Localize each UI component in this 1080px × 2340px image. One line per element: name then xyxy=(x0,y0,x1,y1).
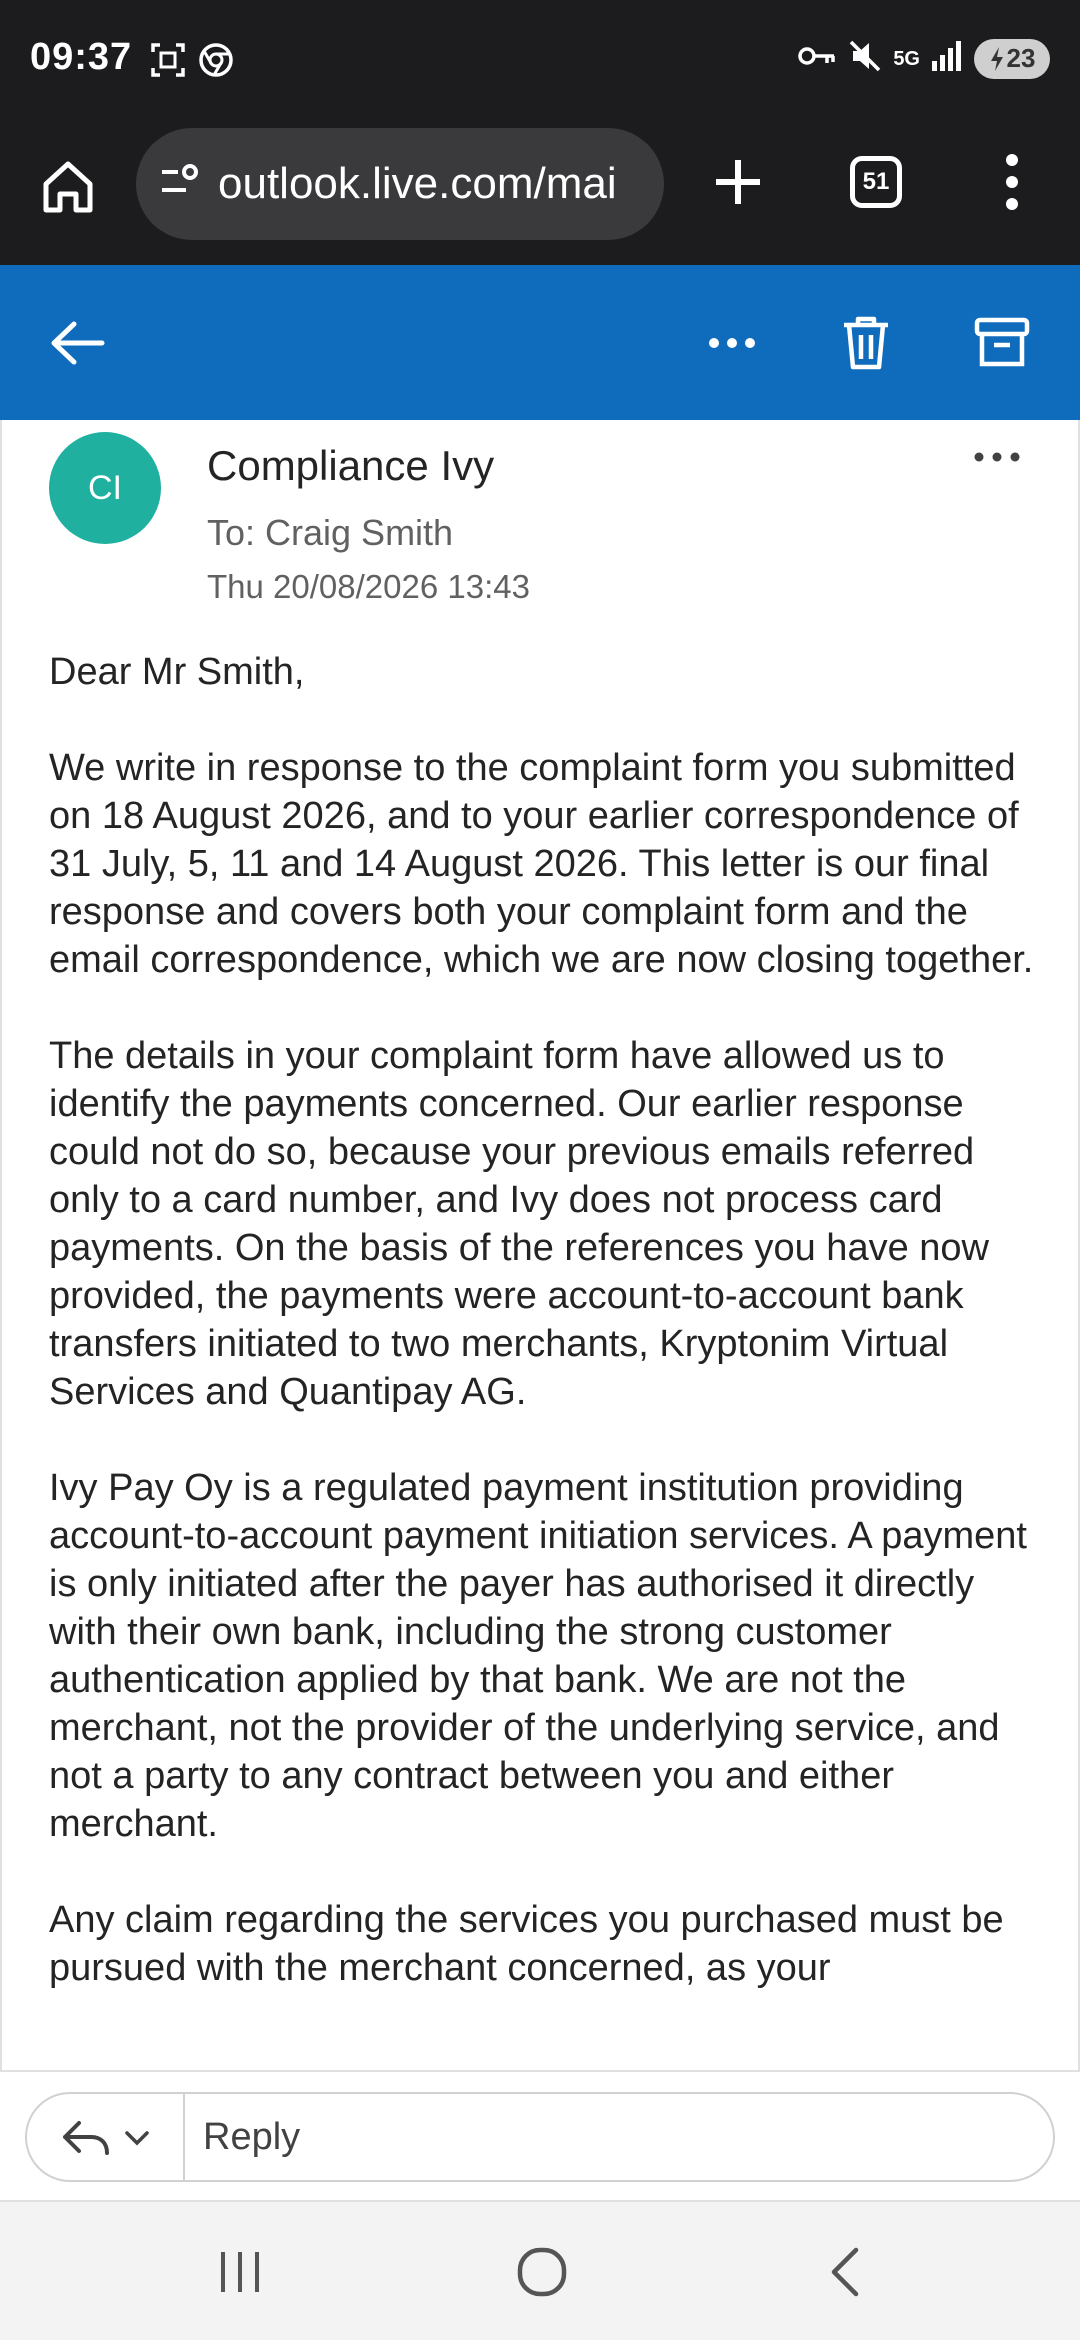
back-nav-button[interactable] xyxy=(806,2232,886,2312)
body-paragraph: We write in response to the complaint form you submitted on 18 August 2026, and to your earlier correspondence of 31 July, 5, 11 and 14 August 2026. This letter is our final response and covers both your complaint form and the email correspondence, which we are now closing together. xyxy=(49,747,1034,981)
key-icon xyxy=(797,41,837,76)
back-button[interactable] xyxy=(38,303,118,383)
url-text: outlook.live.com/mai xyxy=(218,159,617,208)
message-more-button[interactable] xyxy=(972,450,1032,490)
body-paragraph: The details in your complaint form have allowed us to identify the payments concerned. Our earlier response could not do so, because your previous emails referred only to a card number, and Ivy does not process card payments. On the basis of the references you have now provided, the payments were account-to-account bank transfers initiated to two merchants, Kryptonim Virtual Services and Quantipay AG. xyxy=(49,1035,989,1413)
screenshot-icon xyxy=(150,42,186,83)
sender-name[interactable]: Compliance Ivy xyxy=(207,442,495,489)
chrome-icon xyxy=(198,42,234,83)
mail-header xyxy=(0,265,1080,420)
system-nav-bar xyxy=(0,2202,1080,2340)
new-tab-button[interactable] xyxy=(706,150,770,214)
email-reading-pane xyxy=(0,420,1080,2070)
message-body xyxy=(49,648,1049,2040)
browser-toolbar xyxy=(0,120,1080,265)
more-horizontal-icon xyxy=(972,450,1022,464)
archive-icon xyxy=(972,315,1032,371)
body-paragraph: Ivy Pay Oy is a regulated payment institution providing account-to-account payment initiation services. A payment is only initiated after the payer has authorised it directly with their own bank, including the strong customer authentication applied by that bank. We are not the merchant, not the provider of the underlying service, and not a party to any contract between you and either merchant. xyxy=(49,1467,1027,1845)
recent-apps-icon xyxy=(215,2249,265,2295)
reply-bar xyxy=(0,2070,1080,2202)
network-type-label: 5G xyxy=(893,47,920,70)
browser-menu-button[interactable] xyxy=(990,150,1034,214)
tab-switcher-button[interactable]: 51 xyxy=(850,156,902,208)
status-time: 09:37 xyxy=(30,36,133,78)
site-settings-icon[interactable] xyxy=(158,160,202,209)
more-horizontal-icon xyxy=(707,336,757,350)
more-vertical-icon xyxy=(990,150,1034,214)
body-paragraph: Any claim regarding the services you purchased must be pursued with the merchant concerned, as your xyxy=(49,1899,1004,1989)
chevron-down-icon xyxy=(123,2127,151,2147)
body-paragraph: Dear Mr Smith, xyxy=(49,651,305,693)
mute-icon xyxy=(847,38,883,79)
reply-composer xyxy=(25,2092,1055,2182)
recipient-line: To: Craig Smith xyxy=(207,512,454,553)
back-arrow-icon xyxy=(48,318,108,368)
avatar[interactable]: CI xyxy=(49,432,161,544)
home-circle-icon xyxy=(516,2246,568,2298)
signal-icon xyxy=(930,39,964,78)
plus-icon xyxy=(706,150,770,214)
email-date: Thu 20/08/2026 13:43 xyxy=(207,568,530,605)
back-chevron-icon xyxy=(826,2246,866,2298)
more-actions-button[interactable] xyxy=(692,303,772,383)
archive-button[interactable] xyxy=(962,303,1042,383)
home-button[interactable] xyxy=(38,156,98,216)
battery-level: 23 xyxy=(1006,43,1036,73)
home-nav-button[interactable] xyxy=(502,2232,582,2312)
reply-input[interactable] xyxy=(185,2094,1053,2180)
reply-arrow-icon xyxy=(59,2117,113,2157)
reply-options-button[interactable] xyxy=(27,2094,185,2180)
charging-icon xyxy=(989,46,1005,72)
status-bar xyxy=(0,0,1080,120)
home-icon xyxy=(38,156,98,216)
trash-icon xyxy=(838,313,894,373)
address-bar[interactable] xyxy=(136,128,664,240)
recent-apps-button[interactable] xyxy=(200,2232,280,2312)
delete-button[interactable] xyxy=(826,303,906,383)
battery-indicator xyxy=(974,39,1050,79)
